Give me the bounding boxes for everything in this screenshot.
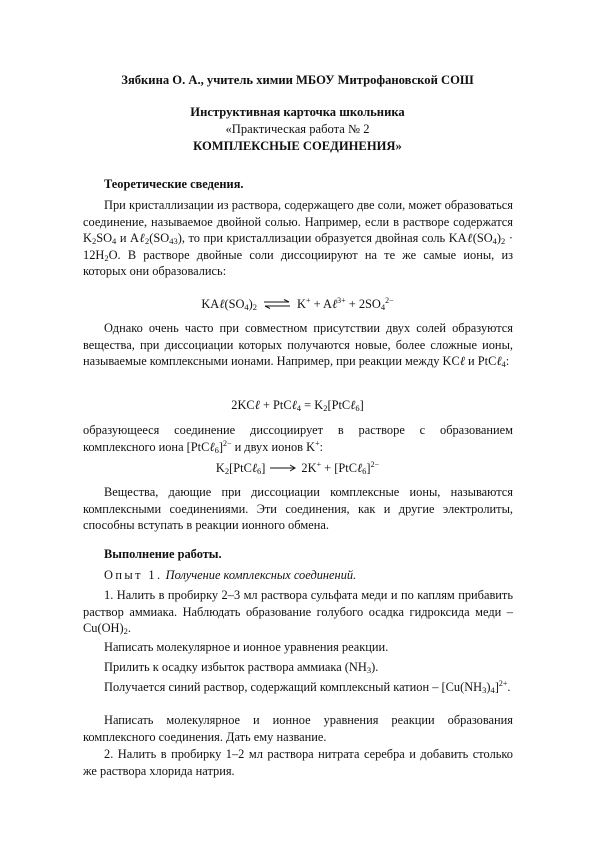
work-title: «Практическая работа № 2 xyxy=(225,122,370,136)
card-title: Инструктивная карточка школьника xyxy=(190,105,405,119)
equation-complex-dissociation: $K_2[PtC\ell_6] 2K^+$ + [PtCℓ$_6$]$^{2-}$ xyxy=(215,460,380,476)
equilibrium-arrow-icon xyxy=(263,299,291,309)
theory-heading: Теоретические сведения. xyxy=(104,177,244,191)
theory-paragraph-1: При кристаллизации из раствора, содержащего две соли, может образоваться соединение, называемое двойной солью. Например, если в растворе содержатся $K_2SO_4$ и $A\ell_2(SO_{43})$, то при кристаллизации образуется двойная соль $KA\ell(SO_4)_2 \cdot 12H_2O$. В растворе двойные соли диссоциируют на те же самые ионы, из которых они образовались: xyxy=(83,198,513,278)
theory-paragraph-3: образующееся соединение диссоциирует в растворе с образованием комплексного иона [PtCℓ$_6$]$^{2-}$ и двух ионов K+: xyxy=(83,423,513,455)
equation-double-salt-dissociation: $KA\ell(SO_4)_2$ K+ + Aℓ$^{3+}$ + $2SO_4^{2-}$ xyxy=(201,296,394,312)
step-2: Написать молекулярное и ионное уравнения реакции. xyxy=(104,640,389,654)
theory-paragraph-2: Однако очень часто при совместном присутствии двух солей образуются вещества, при диссоциации которых получаются новые, более сложные ионы, называемые комплексными ионами. Например, при реакции между KCℓ и PtCℓ$_4$: xyxy=(83,321,513,369)
step-1: 1. Налить в пробирку 2–3 мл раствора сульфата меди и по каплям прибавить раствор аммиака. Наблюдать образование голубого осадка гидроксида меди – $Cu(OH)_2$. xyxy=(83,588,513,636)
work-heading: Выполнение работы. xyxy=(104,547,222,561)
equation-complex-formation: 2KCℓ + PtCℓ$_4$ = $K_2[PtC\ell_6]$ xyxy=(231,398,364,413)
arrow-icon xyxy=(269,464,297,472)
step-3: Прилить к осадку избыток раствора аммиака $(NH_3)$. xyxy=(104,660,379,675)
experiment-1-title: Опыт 1. Получение комплексных соединений. xyxy=(104,568,357,582)
step-6: 2. Налить в пробирку 1–2 мл раствора нитрата серебра и добавить столько же раствора хлорида натрия. xyxy=(83,747,513,778)
theory-paragraph-4: Вещества, дающие при диссоциации комплексные ионы, называются комплексными соединениями. Эти соединения, как и другие электролиты, способны вступать в реакции ионного обмена. xyxy=(83,485,513,532)
step-5: Написать молекулярное и ионное уравнения реакции образования комплексного соединения. Дать ему название. xyxy=(83,713,513,744)
author-line: Зябкина О. А., учитель химии МБОУ Митрофановской СОШ xyxy=(121,73,474,87)
step-4: Получается синий раствор, содержащий комплексный катион – $[Cu(NH_3)_4]^{2+}$. xyxy=(104,679,511,695)
topic-title: КОМПЛЕКСНЫЕ СОЕДИНЕНИЯ» xyxy=(193,139,402,153)
